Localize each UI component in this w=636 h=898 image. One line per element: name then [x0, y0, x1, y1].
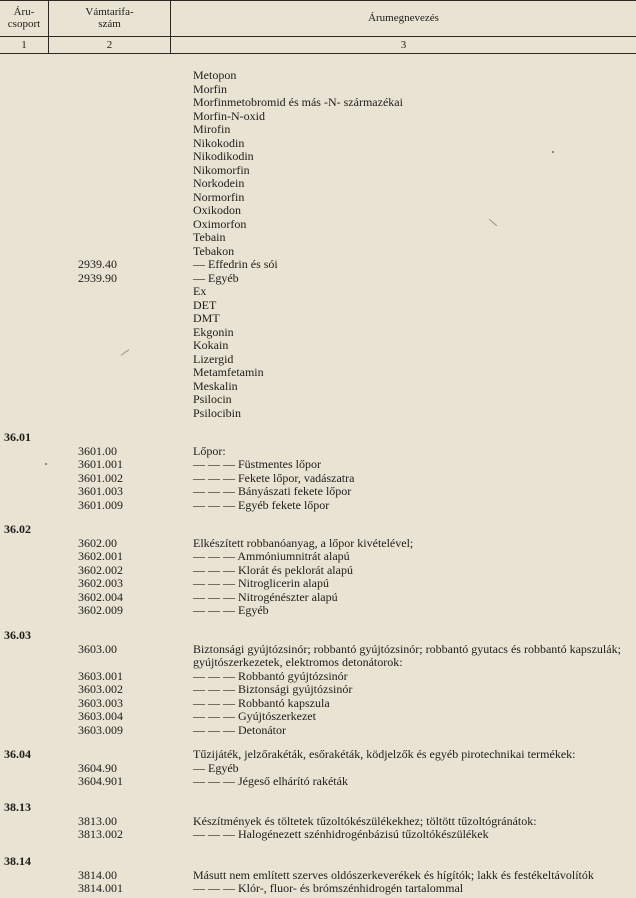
arumegnevezes-cell: Nikomorfin	[193, 163, 250, 177]
header-top-rule	[0, 0, 636, 1]
table-row	[0, 353, 636, 366]
table-row	[0, 285, 636, 298]
table-row	[0, 218, 636, 231]
table-row	[0, 177, 636, 190]
arumegnevezes-cell: DET	[193, 298, 217, 312]
table-row	[0, 882, 636, 895]
arumegnevezes-cell: — — — Gyújtószerkezet	[193, 709, 316, 723]
vamtarifa-szam-cell: 3814.001	[78, 881, 123, 895]
scan-dot	[45, 463, 47, 465]
arumegnevezes-cell: — — — Fekete lőpor, vadászatra	[193, 471, 355, 485]
vamtarifa-szam-cell: 3603.00	[78, 642, 117, 656]
arumegnevezes-cell: Norkodein	[193, 176, 245, 190]
vamtarifa-szam-cell: 3602.003	[78, 576, 123, 590]
table-row	[0, 204, 636, 217]
arumegnevezes-cell: Morfinmetobromid és más -N- származékai	[193, 95, 403, 109]
vamtarifa-szam-cell: 3603.001	[78, 669, 123, 683]
arumegnevezes-cell: Metamfetamin	[193, 365, 264, 379]
table-row	[0, 191, 636, 204]
vamtarifa-szam-cell: 3813.00	[78, 814, 117, 828]
vamtarifa-szam-cell: 3604.90	[78, 761, 117, 775]
aru-csoport-cell: 36.04	[4, 747, 31, 761]
table-row	[0, 775, 636, 788]
vamtarifa-szam-cell: 3601.00	[78, 444, 117, 458]
table-row	[0, 164, 636, 177]
arumegnevezes-cell: Lizergid	[193, 352, 234, 366]
table-row	[0, 137, 636, 150]
arumegnevezes-cell: Metopon	[193, 68, 237, 82]
arumegnevezes-cell: Tűzijáték, jelzőrakéták, esőrakéták, ködjelzők és egyéb pirotechnikai termékek:	[193, 747, 576, 761]
arumegnevezes-cell: Morfin	[193, 82, 227, 96]
table-row	[0, 683, 636, 696]
header-num-1: 1	[21, 39, 27, 51]
table-row	[0, 458, 636, 471]
header-col-arumegnevezes: Árumegnevezés	[368, 12, 439, 24]
aru-csoport-cell: 36.02	[4, 522, 31, 536]
vamtarifa-szam-cell: 3601.002	[78, 471, 123, 485]
vamtarifa-szam-cell: 3602.009	[78, 603, 123, 617]
table-row	[0, 499, 636, 512]
arumegnevezes-cell: Meskalin	[193, 379, 238, 393]
table-row	[0, 123, 636, 136]
vamtarifa-szam-cell: 3601.009	[78, 498, 123, 512]
table-row	[0, 96, 636, 109]
arumegnevezes-cell: Mirofin	[193, 122, 231, 136]
arumegnevezes-cell: gyújtószerkezetek, elektromos detonátorok:	[193, 655, 403, 669]
arumegnevezes-cell: DMT	[193, 311, 220, 325]
header-mid-rule	[0, 36, 636, 37]
arumegnevezes-cell: — — — Füstmentes lőpor	[193, 457, 321, 471]
table-row	[0, 828, 636, 841]
table-row	[0, 656, 636, 669]
arumegnevezes-cell: — Effedrin és sói	[193, 257, 278, 271]
scan-dot	[552, 151, 554, 153]
arumegnevezes-cell: Nikodikodin	[193, 149, 254, 163]
arumegnevezes-cell: — — — Detonátor	[193, 723, 286, 737]
table-row	[0, 69, 636, 82]
vamtarifa-szam-cell: 3603.003	[78, 696, 123, 710]
arumegnevezes-cell: Ex	[193, 284, 207, 298]
vamtarifa-szam-cell: 3604.901	[78, 774, 123, 788]
vamtarifa-szam-cell: 3603.009	[78, 723, 123, 737]
table-row	[0, 299, 636, 312]
arumegnevezes-cell: Psilocin	[193, 392, 232, 406]
arumegnevezes-cell: — — — Klór-, fluor- és brómszénhidrogén tartalommal	[193, 881, 464, 895]
arumegnevezes-cell: — — — Egyéb fekete lőpor	[193, 498, 330, 512]
vamtarifa-szam-cell: 3813.002	[78, 827, 123, 841]
table-row	[0, 710, 636, 723]
arumegnevezes-cell: — Egyéb	[193, 761, 239, 775]
table-header	[0, 0, 636, 54]
arumegnevezes-cell: — — — Nitrogénészter alapú	[193, 590, 338, 604]
table-row	[0, 407, 636, 420]
table-row	[0, 801, 636, 814]
vamtarifa-szam-cell: 3602.004	[78, 590, 123, 604]
arumegnevezes-cell: Másutt nem említett szerves oldószerkeverékek és hígítók; lakk és festékeltávolítók	[193, 868, 594, 882]
arumegnevezes-cell: — — — Klorát és peklorát alapú	[193, 563, 353, 577]
arumegnevezes-cell: — Egyéb	[193, 271, 239, 285]
table-row	[0, 150, 636, 163]
table-row	[0, 485, 636, 498]
arumegnevezes-cell: Tebakon	[193, 244, 235, 258]
arumegnevezes-cell: Morfin-N-oxid	[193, 109, 265, 123]
vamtarifa-szam-cell: 3603.004	[78, 709, 123, 723]
table-row	[0, 326, 636, 339]
table-row	[0, 110, 636, 123]
table-row	[0, 393, 636, 406]
arumegnevezes-cell: — — — Biztonsági gyújtózsinór	[193, 682, 353, 696]
arumegnevezes-cell: Készítmények és töltetek tűzoltókészülékekhez; töltött tűzoltógránátok:	[193, 814, 537, 828]
table-row	[0, 380, 636, 393]
arumegnevezes-cell: — — — Nitroglicerin alapú	[193, 576, 329, 590]
arumegnevezes-cell: — — — Halogénezett szénhidrogénbázisú tűzoltókészülékek	[193, 827, 489, 841]
table-row	[0, 339, 636, 352]
table-row	[0, 272, 636, 285]
vamtarifa-szam-cell: 3814.00	[78, 868, 117, 882]
vamtarifa-szam-cell: 3602.002	[78, 563, 123, 577]
table-row	[0, 312, 636, 325]
header-num-3: 3	[400, 39, 407, 51]
vamtarifa-szam-cell: 3602.001	[78, 549, 123, 563]
table-row	[0, 523, 636, 536]
header-col-vamtarifa-szam: Vámtarifa- szám	[85, 6, 134, 30]
arumegnevezes-cell: Oximorfon	[193, 217, 247, 231]
arumegnevezes-cell: Nikokodin	[193, 136, 245, 150]
arumegnevezes-cell: Kokain	[193, 338, 229, 352]
arumegnevezes-cell: — — — Robbantó kapszula	[193, 696, 330, 710]
aru-csoport-cell: 36.01	[4, 430, 31, 444]
table-row	[0, 577, 636, 590]
table-row	[0, 550, 636, 563]
arumegnevezes-cell: — — — Jégeső elhárító rakéták	[193, 774, 348, 788]
vamtarifa-szam-cell: 3602.00	[78, 536, 117, 550]
header-num-2: 2	[106, 39, 113, 51]
aru-csoport-cell: 38.14	[4, 854, 31, 868]
table-row	[0, 366, 636, 379]
table-row	[0, 231, 636, 244]
aru-csoport-cell: 36.03	[4, 628, 31, 642]
vamtarifa-szam-cell: 3601.001	[78, 457, 123, 471]
header-bottom-rule	[0, 53, 636, 54]
header-col-aru-csoport: Áru- csoport	[7, 6, 41, 30]
table-row	[0, 855, 636, 868]
vamtarifa-szam-cell: 2939.40	[78, 257, 117, 271]
arumegnevezes-cell: Elkészített robbanóanyag, a lőpor kivételével;	[193, 536, 414, 550]
arumegnevezes-cell: Normorfin	[193, 190, 245, 204]
table-row	[0, 748, 636, 761]
arumegnevezes-cell: — — — Robbantó gyújtózsinór	[193, 669, 348, 683]
arumegnevezes-cell: — — — Bányászati fekete lőpor	[193, 484, 352, 498]
vamtarifa-szam-cell: 3603.002	[78, 682, 123, 696]
aru-csoport-cell: 38.13	[4, 800, 31, 814]
table-row	[0, 258, 636, 271]
arumegnevezes-cell: Oxikodon	[193, 203, 241, 217]
table-row	[0, 629, 636, 642]
arumegnevezes-cell: Tebain	[193, 230, 226, 244]
arumegnevezes-cell: Psilocibin	[193, 406, 242, 420]
table-row	[0, 431, 636, 444]
arumegnevezes-cell: — — — Egyéb	[193, 603, 269, 617]
arumegnevezes-cell: — — — Ammóniumnitrát alapú	[193, 549, 350, 563]
arumegnevezes-cell: Ekgonin	[193, 325, 234, 339]
table-row	[0, 724, 636, 737]
table-row	[0, 604, 636, 617]
vamtarifa-szam-cell: 3601.003	[78, 484, 123, 498]
arumegnevezes-cell: Biztonsági gyújtózsinór; robbantó gyújtózsinór; robbantó gyutacs és robbantó kapszulák;	[193, 642, 621, 656]
vamtarifa-szam-cell: 2939.90	[78, 271, 117, 285]
arumegnevezes-cell: Lőpor:	[193, 444, 226, 458]
